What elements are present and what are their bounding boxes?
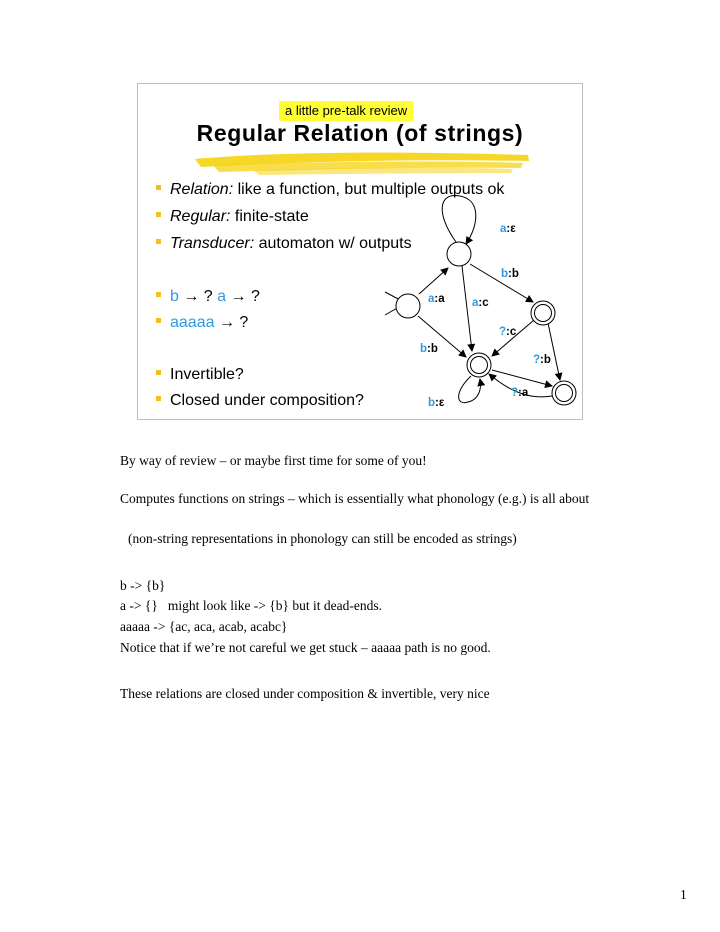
arc-label: a:ε: [500, 223, 516, 235]
bullet-text: automaton w/ outputs: [254, 235, 412, 252]
arc-label: a:a: [428, 293, 445, 305]
note-line: Notice that if we’re not careful we get stuck – aaaaa path is no good.: [120, 640, 491, 655]
slide-tag: a little pre-talk review: [279, 101, 413, 121]
note-paragraph: By way of review – or maybe first time for some of you!: [120, 453, 427, 468]
note-paragraph: These relations are closed under composition & invertible, very nice: [120, 686, 490, 701]
arc-label: b:ε: [428, 397, 445, 409]
bullet-term: Regular:: [170, 208, 231, 225]
arrow-text: → ?: [226, 288, 260, 305]
symbol-b: b: [170, 288, 179, 305]
arc-label: ?:b: [533, 354, 551, 366]
arc-label: b:b: [420, 343, 438, 355]
symbol-a: a: [217, 288, 227, 305]
bullet-text: finite-state: [230, 208, 309, 225]
edge-top-middle: [462, 266, 472, 351]
arrow-text: → ?: [214, 314, 249, 331]
edge-start-top: [419, 268, 448, 294]
slide-frame: [137, 83, 583, 420]
note-line: a -> {} might look like -> {b} but it dead-ends.: [120, 598, 382, 613]
page-number: 1: [680, 887, 687, 902]
loop-top-state: [442, 196, 476, 244]
arc-label: ?:a: [511, 387, 529, 399]
state-top: [447, 242, 471, 266]
symbol-aaaaa: aaaaa: [170, 314, 215, 331]
bullet-term: Relation:: [170, 181, 234, 198]
note-line: b -> {b}: [120, 578, 166, 593]
state-start: [396, 294, 420, 318]
note-paragraph: (non-string representations in phonology can still be encoded as strings): [128, 531, 517, 546]
arc-label: ?:c: [499, 326, 517, 338]
transducer-diagram: [138, 84, 584, 421]
note-line: aaaaa -> {ac, aca, acab, acabc}: [120, 619, 288, 634]
note-paragraph: Computes functions on strings – which is essentially what phonology (e.g.) is all about: [120, 491, 590, 506]
bullet-text: Closed under composition?: [170, 392, 364, 409]
slide-title: Regular Relation (of strings): [196, 120, 524, 146]
arrow-text: → ?: [178, 288, 218, 305]
bullet-text: Invertible?: [170, 366, 244, 383]
arc-label: b:b: [501, 268, 519, 280]
bullet-text: like a function, but multiple outputs ok: [233, 181, 505, 198]
edge-right-bottomright: [548, 323, 560, 380]
bullet-term: Transducer:: [170, 235, 255, 252]
loop-middle-state: [459, 376, 481, 403]
arc-label: a:c: [472, 297, 489, 309]
